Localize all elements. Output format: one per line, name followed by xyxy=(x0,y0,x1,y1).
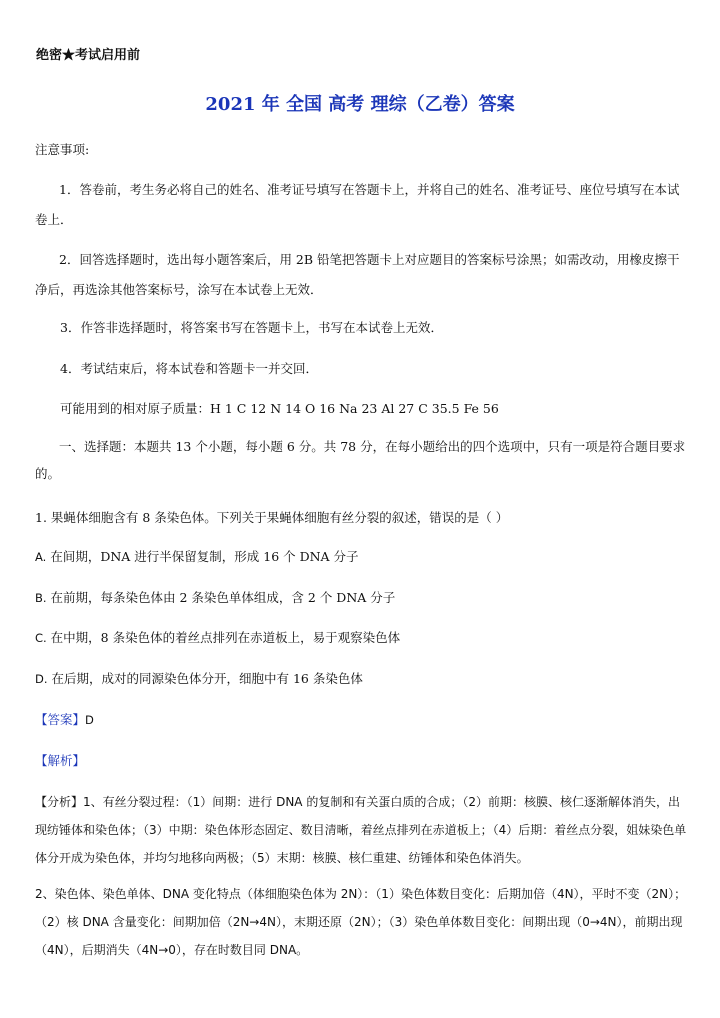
option-b-letter: B. xyxy=(35,591,47,605)
option-d-letter: D. xyxy=(35,672,48,686)
option-d-text: 在后期，成对的同源染色体分开，细胞中有 16 条染色体 xyxy=(51,671,363,686)
atomic-mass-line: 可能用到的相对原子质量：H 1 C 12 N 14 O 16 Na 23 Al 27 C 35.5 Fe 56 xyxy=(60,401,499,416)
option-b-text: 在前期，每条染色体由 2 条染色单体组成，含 2 个 DNA 分子 xyxy=(50,590,396,605)
option-c xyxy=(35,628,400,646)
analysis-paragraph-1: 【分析】1、有丝分裂过程：（1）间期：进行 DNA 的复制和有关蛋白质的合成；（2）前期：核膜、核仁逐渐解体消失，出现纺锤体和染色体；（3）中期：染色体形态固定、数目清晰，着丝点排列在赤道板上；（4）后期：着丝点分裂，姐妹染色单体分开成为染色体，并均匀地移向两极；（5）末期：核膜、核仁重建、纺锤体和染色体消失。 xyxy=(35,795,687,865)
option-d xyxy=(35,669,363,687)
section-intro: 一、选择题：本题共 13 个小题，每小题 6 分。共 78 分，在每小题给出的四个选项中，只有一项是符合题目要求的。 xyxy=(35,439,686,481)
analysis-paragraph-2: 2、染色体、染色单体、DNA 变化特点（体细胞染色体为 2N）：（1）染色体数目变化：后期加倍（4N），平时不变（2N）；（2）核 DNA 含量变化：间期加倍（2N→4N），末期还原（2N）；（3）染色单体数目变化：间期出现（0→4N），前期出现（4N），后期消失（4N→0），存在时数目同 DNA。 xyxy=(35,887,687,957)
option-a-text: 在间期，DNA 进行半保留复制，形成 16 个 DNA 分子 xyxy=(50,549,359,564)
option-c-letter: C. xyxy=(35,631,47,645)
answer-line xyxy=(35,710,94,728)
notice-item-3: 3．作答非选择题时，将答案书写在答题卡上，书写在本试卷上无效． xyxy=(60,320,443,335)
document-title: 2021 年 全国 高考 理综（乙卷）答案 xyxy=(205,94,515,115)
option-b xyxy=(35,588,395,606)
answer-tag: 【答案】 xyxy=(35,712,86,727)
answer-value: D xyxy=(85,713,94,727)
notice-item-1: 1．答卷前，考生务必将自己的姓名、准考证号填写在答题卡上，并将自己的姓名、准考证号、座位号填写在本试卷上． xyxy=(35,182,680,227)
notice-heading: 注意事项: xyxy=(35,142,90,157)
option-a-letter: A. xyxy=(35,550,47,564)
option-c-text: 在中期，8 条染色体的着丝点排列在赤道板上，易于观察染色体 xyxy=(50,630,401,645)
notice-item-4: 4．考试结束后，将本试卷和答题卡一并交回． xyxy=(60,361,318,376)
question-1-stem: 1. 果蝇体细胞含有 8 条染色体。下列关于果蝇体细胞有丝分裂的叙述，错误的是（ ） xyxy=(35,510,509,525)
notice-item-2: 2．回答选择题时，选出每小题答案后，用 2B 铅笔把答题卡上对应题目的答案标号涂黑；如需改动，用橡皮擦干净后，再选涂其他答案标号，涂写在本试卷上无效． xyxy=(35,252,680,297)
analysis-tag: 【解析】 xyxy=(35,753,86,768)
option-a xyxy=(35,547,359,565)
secret-label: 绝密★考试启用前 xyxy=(36,48,141,63)
